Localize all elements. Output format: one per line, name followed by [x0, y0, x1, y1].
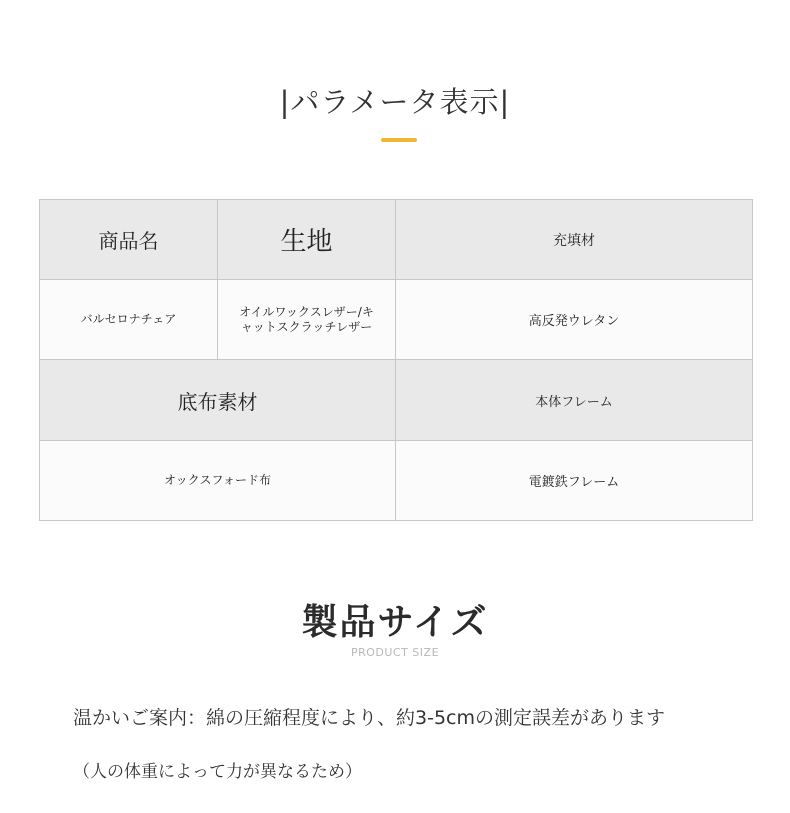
title-accent-bar — [381, 138, 417, 142]
filling-label: 充填材 — [396, 200, 753, 280]
fabric-value-line2: ャットスクラッチレザー — [240, 319, 373, 334]
filling-value: 高反発ウレタン — [396, 280, 753, 360]
product-name-value: バルセロナチェア — [40, 280, 218, 360]
measurement-note-reason: （人の体重によって力が異なるため） — [73, 762, 362, 782]
measurement-note: 温かいご案内：綿の圧縮程度により、約3-5cmの測定誤差があります — [73, 707, 665, 729]
table-row — [40, 360, 753, 441]
frame-value: 電鍍鉄フレーム — [396, 441, 753, 521]
bottom-fabric-value: オックスフォード布 — [40, 441, 396, 521]
product-name-label: 商品名 — [40, 200, 218, 280]
frame-label: 本体フレーム — [396, 360, 753, 441]
table-row — [40, 280, 753, 360]
parameter-table — [39, 199, 753, 521]
table-row — [40, 441, 753, 521]
table-row — [40, 200, 753, 280]
bottom-fabric-label: 底布素材 — [40, 360, 396, 441]
fabric-value-line1: オイルワックスレザー/キ — [239, 304, 374, 319]
fabric-label: 生地 — [218, 200, 396, 280]
page-title: |パラメータ表示| — [279, 85, 511, 119]
size-section-subtitle: PRODUCT SIZE — [350, 646, 440, 659]
size-section-title: 製品サイズ — [301, 602, 489, 643]
fabric-value — [218, 280, 396, 360]
